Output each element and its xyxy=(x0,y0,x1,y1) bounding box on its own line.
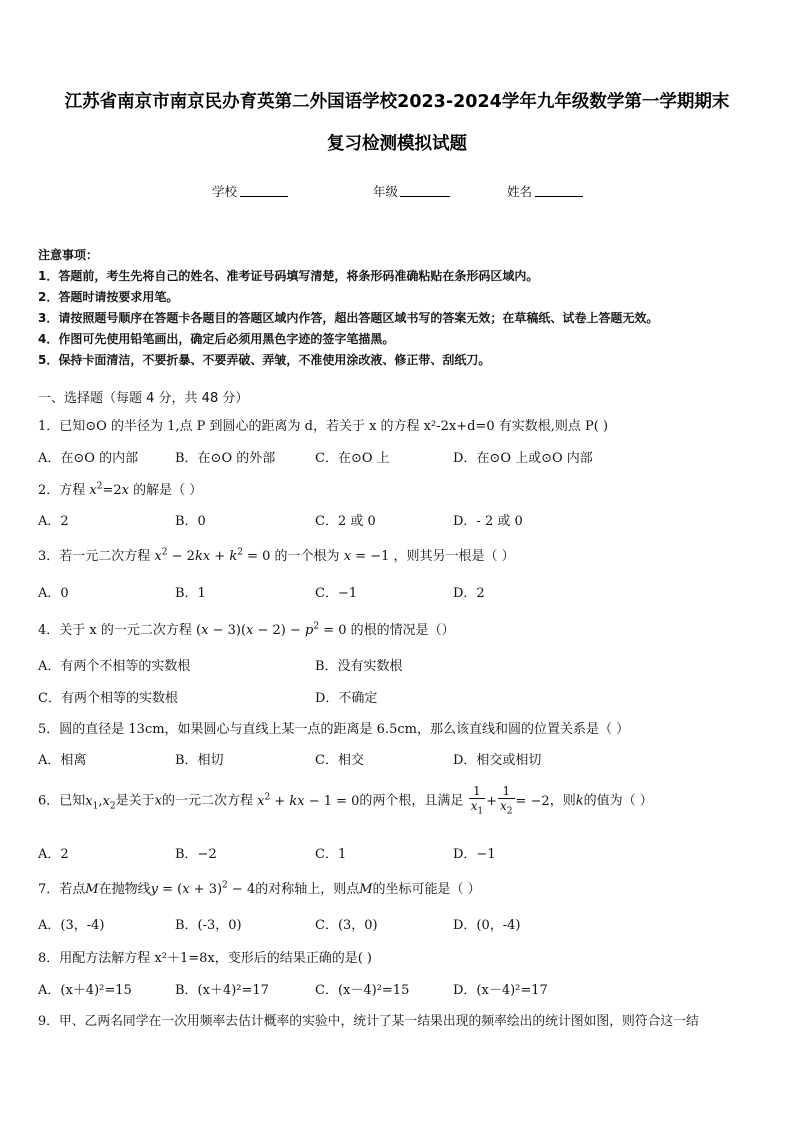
grade-label: 年级 xyxy=(373,184,399,199)
q7-option-d[interactable]: D．(0，-4) xyxy=(453,918,521,933)
q6-option-d[interactable]: D．−1 xyxy=(453,847,496,862)
notice-item: 2．答题时请按要求用笔。 xyxy=(38,290,179,304)
q6-text-pre: 6．已知 xyxy=(38,793,86,809)
q2-text-pre: 2．方程 xyxy=(38,483,86,498)
question-4-stem xyxy=(38,619,455,638)
question-6-stem xyxy=(38,784,653,818)
q6-formula-equation: $x^2$ + kx − 1 = 0 xyxy=(257,792,360,809)
q6-text-mid4: ，则 xyxy=(549,793,576,809)
q6-text-mid1: 是关于 xyxy=(115,793,155,809)
notice-block xyxy=(38,245,768,371)
notice-heading: 注意事项： xyxy=(38,248,99,262)
q8-option-c[interactable]: C．(x－4)²=15 xyxy=(315,983,410,998)
q6-formula-x: x xyxy=(154,793,162,809)
q7-formula-m2: M xyxy=(359,882,373,897)
q2-formula: $x^2=2x$ xyxy=(89,481,130,498)
q3-option-b[interactable]: B．1 xyxy=(175,586,206,601)
q5-option-d[interactable]: D．相交或相切 xyxy=(453,753,542,768)
q1-option-a[interactable]: A．在⊙O 的内部 xyxy=(38,451,139,466)
q3-option-c[interactable]: C．−1 xyxy=(315,586,358,601)
q6-option-b[interactable]: B．−2 xyxy=(175,847,217,862)
q2-option-c[interactable]: C．2 或 0 xyxy=(315,514,376,529)
question-1-stem: 1．已知⊙O 的半径为 1,点 P 到圆心的距离为 d，若关于 x 的方程 x²-2x+d=0 有实数根,则点 P( ) xyxy=(38,419,609,434)
q4-option-c[interactable]: C．有两个相等的实数根 xyxy=(38,691,178,706)
q3-option-a[interactable]: A．0 xyxy=(38,586,69,601)
q6-option-c[interactable]: C．1 xyxy=(315,847,347,862)
q6-option-a[interactable]: A．2 xyxy=(38,847,69,862)
q6-formula-condition: $\frac{1}{x_1}$ + $\frac{1}{x_2}$ = −2 xyxy=(470,784,550,817)
q6-text-mid2: 的一元二次方程 xyxy=(161,793,253,809)
q5-option-a[interactable]: A．相离 xyxy=(38,753,87,768)
notice-item: 5．保持卡面清洁，不要折暴、不要弄破、弄皱，不准使用涂改液、修正带、刮纸刀。 xyxy=(38,353,491,367)
q3-text-pre: 3．若一元二次方程 xyxy=(38,549,151,564)
q7-formula-m: M xyxy=(85,882,99,897)
q6-text-mid3: 的两个根，且满足 xyxy=(359,793,464,809)
q6-formula-k: k xyxy=(575,793,584,809)
q7-text-mid1: 在抛物线 xyxy=(98,882,151,897)
document-title-line1: 江苏省南京市南京民办育英第二外国语学校2023-2024学年九年级数学第一学期期末 xyxy=(64,92,730,112)
q3-option-d[interactable]: D．2 xyxy=(453,586,485,601)
q4-option-d[interactable]: D．不确定 xyxy=(315,691,378,706)
name-label: 姓名 xyxy=(507,184,533,199)
q5-option-c[interactable]: C．相交 xyxy=(315,753,364,768)
q7-option-a[interactable]: A．(3，-4) xyxy=(38,918,105,933)
q5-option-b[interactable]: B．相切 xyxy=(175,753,224,768)
question-3-stem xyxy=(38,545,515,564)
q4-text-post: 的根的情况是（） xyxy=(350,623,455,638)
q7-option-c[interactable]: C．(3，0) xyxy=(315,918,378,933)
q4-option-b[interactable]: B．没有实数根 xyxy=(315,659,403,674)
q3-text-mid: 的一个根为 xyxy=(274,549,340,564)
q3-formula-equation: $x^2 - 2kx + k^2 = 0$ xyxy=(154,547,271,564)
document-title-line2: 复习检测模拟试题 xyxy=(327,134,467,154)
q1-option-d[interactable]: D．在⊙O 上或⊙O 内部 xyxy=(453,451,593,466)
q3-formula-root: x = −1 xyxy=(343,549,390,564)
student-info-row xyxy=(0,182,794,200)
q3-text-post: ，则其另一根是（ ） xyxy=(393,549,515,564)
notice-item: 3．请按照题号顺序在答题卡各题目的答题区域内作答，超出答题区域书写的答案无效；在草稿纸、试卷上答题无效。 xyxy=(38,311,659,325)
q7-formula-parabola: $y = (x + 3)^2 - 4$ xyxy=(150,880,256,897)
question-7-stem xyxy=(38,878,481,897)
q7-text-pre: 7．若点 xyxy=(38,882,86,897)
q4-text-pre: 4．关于 x 的一元二次方程 xyxy=(38,623,192,638)
q2-text-post: 的解是（ ） xyxy=(133,483,203,498)
question-8-stem: 8．用配方法解方程 x²＋1=8x，变形后的结果正确的是( ) xyxy=(38,951,372,966)
school-label: 学校 xyxy=(212,184,238,199)
notice-item: 1．答题前，考生先将自己的姓名、准考证号码填写清楚，将条形码准确粘贴在条形码区域内。 xyxy=(38,269,539,283)
q4-formula: $(x - 3)(x - 2) - p^2 = 0$ xyxy=(196,621,347,638)
q2-option-b[interactable]: B．0 xyxy=(175,514,206,529)
q7-text-mid2: 的对称轴上，则点 xyxy=(255,882,360,897)
name-blank[interactable] xyxy=(535,196,583,197)
school-blank[interactable] xyxy=(240,196,288,197)
q2-option-d[interactable]: D．- 2 或 0 xyxy=(453,514,523,529)
q2-option-a[interactable]: A．2 xyxy=(38,514,69,529)
q8-option-d[interactable]: D．(x－4)²=17 xyxy=(453,983,548,998)
q8-option-a[interactable]: A．(x＋4)²=15 xyxy=(38,983,132,998)
q1-option-b[interactable]: B．在⊙O 的外部 xyxy=(175,451,276,466)
question-5-stem: 5．圆的直径是 13cm，如果圆心与直线上某一点的距离是 6.5cm，那么该直线和圆的位置关系是（ ） xyxy=(38,722,630,737)
notice-item: 4．作图可先使用铅笔画出，确定后必须用黑色字迹的签字笔描黑。 xyxy=(38,332,395,346)
q6-formula-roots: $x_1,x_2$ xyxy=(85,793,116,812)
q4-option-a[interactable]: A．有两个不相等的实数根 xyxy=(38,659,191,674)
question-2-stem xyxy=(38,479,202,498)
q6-text-post: 的值为（ ） xyxy=(583,793,653,809)
q1-option-c[interactable]: C．在⊙O 上 xyxy=(315,451,390,466)
q7-text-post: 的坐标可能是（ ） xyxy=(372,882,481,897)
q7-option-b[interactable]: B．(-3，0) xyxy=(175,918,242,933)
grade-blank[interactable] xyxy=(400,196,450,197)
question-9-stem: 9．甲、乙两名同学在一次用频率去估计概率的实验中，统计了某一结果出现的频率绘出的统计图如图，则符合这一结 xyxy=(38,1014,699,1029)
section-heading: 一、选择题（每题 4 分，共 48 分） xyxy=(38,391,249,406)
q8-option-b[interactable]: B．(x＋4)²=17 xyxy=(175,983,269,998)
